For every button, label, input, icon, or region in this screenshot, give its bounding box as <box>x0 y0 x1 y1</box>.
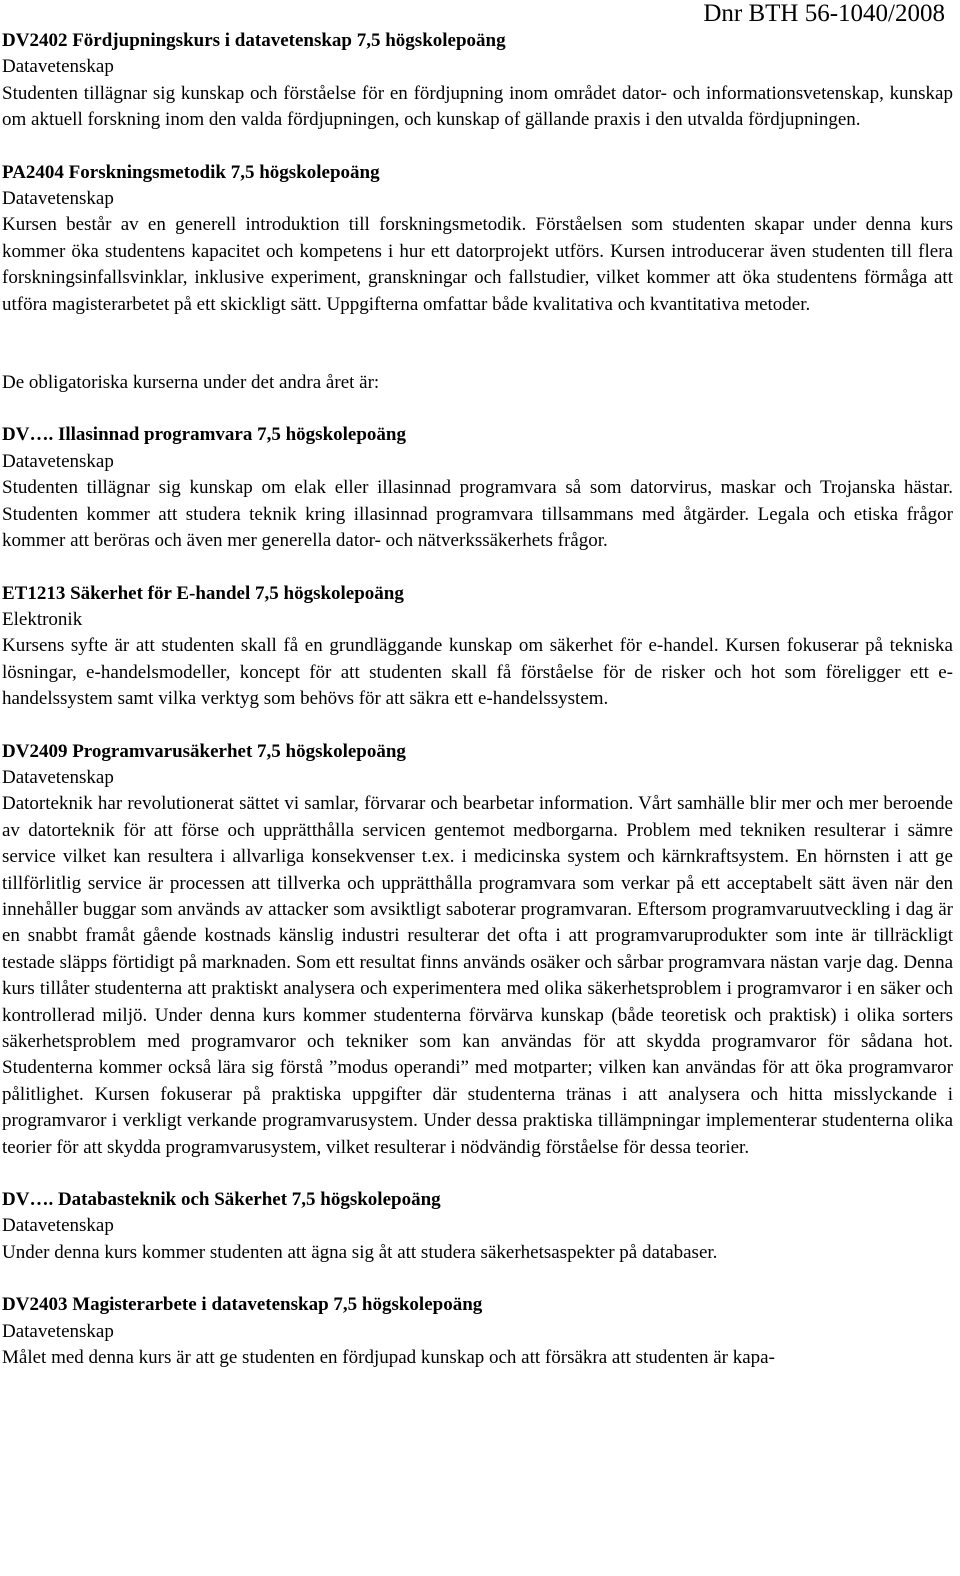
course-description: Datorteknik har revolutionerat sättet vi samlar, förvarar och bearbetar information. Vårt samhälle blir mer och mer beroende av datorteknik för att förse och upprätthålla servicen gentemot medborgarna. Problem med tekniken resulterar i sämre service vilket kan resultera i allvarliga konsekvenser t.ex. i medicinska system och kärnkraftsystem. En hörnsten i att ge tillförlitlig service är processen att tillverka och upprätthålla programvara som verkar på ett acceptabelt sätt även när den innehåller buggar som används av attacker som avsiktligt saboterar programvaran. Eftersom programvaruutveckling i dag är en snabbt framåt gående kostnads känslig industri resulterar det ofta i att programvaruprodukter som inte är tillräckligt testade släpps förtidigt på marknaden. Som ett resultat finns används osäker och sårbar programvara nästan varje dag. Denna kurs tillåter studenterna att praktiskt analysera och experimentera med olika säkerhetsproblem i programvaror i en säker och kontrollerad miljö. Under denna kurs kommer studenterna förvärva kunskap (både teoretisk och praktisk) i olika sorters säkerhetsproblem med programvaror och tekniker som kan användas för att skydda programvaror för sådana hot. Studenterna kommer också lära sig förstå ”modus operandi” med motparter; vilken kan användas för att öka programvaror pålitlighet. Kursen fokuserar på praktiska uppgifter där studenterna tränas i att analysera och hitta misslyckande i programvaror i verkligt verkande programvarusystem. Under dessa praktiska tillämpningar implementerar studenterna olika teorier för att skydda programvarusystem, vilket resulterar i nödvändig förståelse för dessa teorier. <box>2 793 953 1158</box>
course-subject: Datavetenskap <box>2 450 114 472</box>
course-malware <box>2 422 953 554</box>
course-databases <box>2 1187 953 1266</box>
course-description: Under denna kurs kommer studenten att ägna sig åt att studera säkerhetsaspekter på databaser. <box>2 1241 718 1263</box>
course-subject: Datavetenskap <box>2 56 114 78</box>
course-description: Studenten tillägnar sig kunskap och förståelse för en fördjupning inom området dator- och informationsvetenskap, kunskap om aktuell forskning inom den valda fördjupningen, och kunskap of gällande praxis i den utvalda fördjupningen. <box>2 82 953 131</box>
course-title: PA2404 Forskningsmetodik 7,5 högskolepoäng <box>2 161 380 183</box>
course-dv2402 <box>2 28 953 134</box>
course-dv2409 <box>2 739 953 1162</box>
course-title: DV2409 Programvarusäkerhet 7,5 högskolepoäng <box>2 740 406 762</box>
mandatory-courses-intro: De obligatoriska kurserna under det andra året är: <box>2 372 380 394</box>
course-subject: Datavetenskap <box>2 1215 114 1237</box>
course-subject: Datavetenskap <box>2 188 114 210</box>
course-title: DV2402 Fördjupningskurs i datavetenskap 7,5 högskolepoäng <box>2 30 506 51</box>
course-pa2404 <box>2 160 953 318</box>
course-title: DV…. Databasteknik och Säkerhet 7,5 högskolepoäng <box>2 1189 441 1211</box>
course-description: Kursens syfte är att studenten skall få en grundläggande kunskap om säkerhet för e-handel. Kursen fokuserar på tekniska lösningar, e-handelsmodeller, koncept för att studenten skall få förståelse för de risker och hot som föreligger ett e-handelssystem samt vilka verktyg som behövs för att säkra ett e-handelssystem. <box>2 635 953 710</box>
course-subject: Datavetenskap <box>2 1320 114 1342</box>
course-title: ET1213 Säkerhet för E-handel 7,5 högskolepoäng <box>2 582 404 604</box>
course-description: Målet med denna kurs är att ge studenten en fördjupad kunskap och att försäkra att studenten är kapa- <box>2 1347 775 1369</box>
document-reference-number: Dnr BTH 56-1040/2008 <box>703 0 945 27</box>
course-description: Studenten tillägnar sig kunskap om elak eller illasinnad programvara så som datorvirus, maskar och Trojanska hästar. Studenten kommer att studera teknik kring illasinnad programvara tillsammans med åtgärder. Legala och etiska frågor kommer att beröras och även mer generella dator- och nätverkssäkerhets frågor. <box>2 477 953 552</box>
document-body <box>2 28 953 1371</box>
course-subject: Datavetenskap <box>2 766 114 788</box>
course-et1213 <box>2 581 953 713</box>
course-title: DV…. Illasinnad programvara 7,5 högskolepoäng <box>2 424 406 446</box>
course-description: Kursen består av en generell introduktion till forskningsmetodik. Förståelsen som studenten skapar under denna kurs kommer öka studentens kapacitet och kompetens i hur ett datorprojekt utförs. Kursen introducerar även studenten till flera forskningsinfallsvinklar, inklusive experiment, granskningar och fallstudier, vilket kommer att öka studentens förmåga att utföra magisterarbetet på ett skickligt sätt. Uppgifterna omfattar både kvalitativa och kvantitativa metoder. <box>2 214 953 315</box>
course-title: DV2403 Magisterarbete i datavetenskap 7,5 högskolepoäng <box>2 1294 483 1316</box>
course-subject: Elektronik <box>2 608 83 630</box>
course-dv2403 <box>2 1292 953 1371</box>
